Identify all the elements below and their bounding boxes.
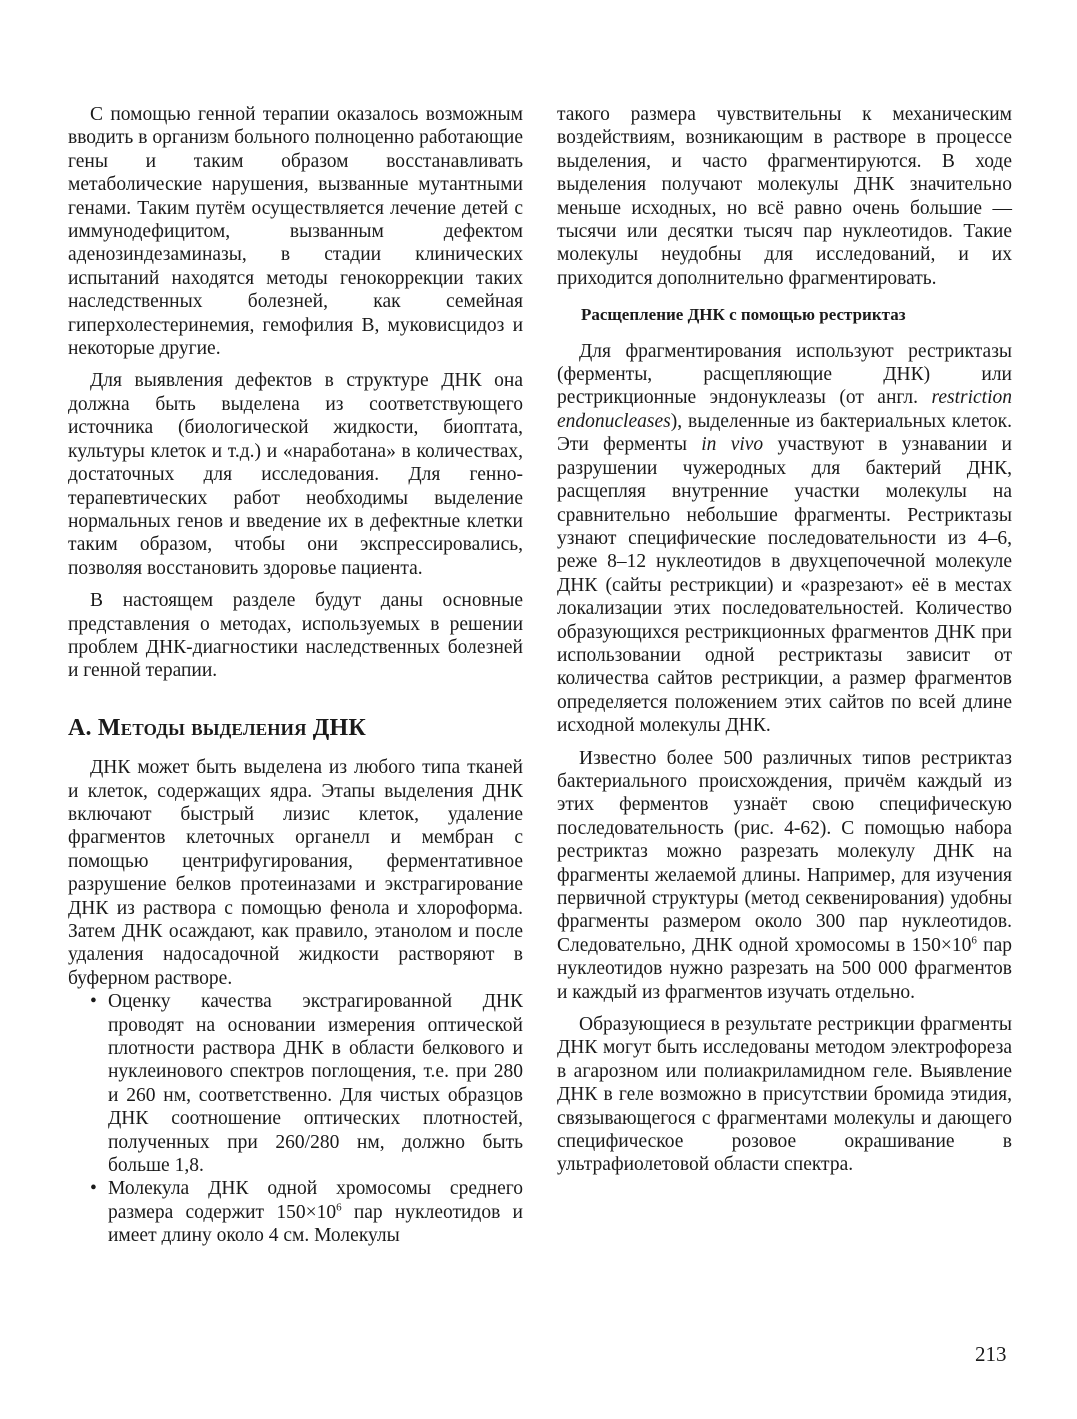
right-column [557, 103, 1012, 1177]
text-part: ), выделенные из бактериальных клеток. Эти ферменты [557, 410, 1012, 456]
superscript: 6 [971, 934, 977, 947]
superscript: 6 [336, 1201, 342, 1214]
paragraph-restriction-enzymes [557, 340, 1012, 738]
bullet-item-quality: • Оценку качества экстрагированной ДНК проводят на основании измерения оптической плотности раствора ДНК в области белкового и нуклеинового спектров поглощения, т.е. при 280 и 260 нм, соответственно. Для чистых образцов ДНК соотношение оптических плотностей, полученных при 260/280 нм, должно быть больше 1,8. [68, 990, 523, 1177]
text-part: Известно более 500 различных типов рестриктаз бактериального происхождения, причём каждый из этих ферментов узнаёт свою специфическую последовательность (рис. 4-62). С помощью набора рестриктаз можно разрезать молекулу ДНК на фрагменты желаемой длины. Например, для изучения первичной структуры (метод секвенирования) удобны фрагменты размером около 300 пар нуклеотидов. Следовательно, ДНК одной хромосомы в 150×10 [557, 747, 1012, 956]
paragraph-section-intro: В настоящем разделе будут даны основные представления о методах, используемых в решении проблем ДНК-диагностики наследственных болезней и генной терапии. [68, 590, 523, 682]
italic-term: in vivo [701, 434, 764, 456]
paragraph-continuation: такого размера чувствительны к механическим воздействиям, возникающим в растворе в процессе выделения, и часто фрагментируются. В ходе выделения получают молекулы ДНК значительно меньше исходных, но всё равно очень большие — тысячи или десятки тысяч пар нуклеотидов. Такие молекулы неудобны для исследований, и их приходится дополнительно фрагментировать. [557, 104, 1012, 289]
text-part: пар нуклеотидов нужно разрезать на 500 000 фрагментов и каждый из фрагментов изучать отдельно. [557, 934, 1012, 1003]
paragraph-restriction-types [557, 747, 1012, 1004]
bullet-list [68, 990, 523, 1247]
italic-term: restriction endonucleases [557, 387, 1012, 432]
bullet-text-part: пар нуклеотидов и имеет длину около 4 см. Молекулы [108, 1201, 523, 1247]
text-part: участвуют в узнавании и разрушении чужеродных для бактерий ДНК, расщепляя внутренние участки молекулы на сравнительно небольшие фрагменты. Рестриктазы узнают специфические последовательности из 4–6, реже 8–12 нуклеотидов в двухцепочечной молекуле ДНК (сайты рестрикции) и «разрезают» её в местах локализации этих последовательностей. Количество образующихся рестрикционных фрагментов ДНК при использовании одной рестриктазы зависит от количества сайтов рестрикции, а размер фрагментов определяется положением этих сайтов по всей длине исходной молекулы ДНК. [557, 434, 1012, 737]
bullet-item-chromosome [68, 1177, 523, 1247]
text-part: Для фрагментирования используют рестриктазы (ферменты, расщепляющие ДНК) или рестрикционные эндонуклеазы (от англ. [557, 340, 1012, 409]
bullet-text-part: Молекула ДНК одной хромосомы среднего размера содержит 150×10 [108, 1178, 523, 1223]
subsection-heading: Расщепление ДНК с помощью рестриктаз [581, 305, 906, 325]
page-number: 213 [975, 1342, 1007, 1366]
paragraph-dna-isolation: ДНК может быть выделена из любого типа тканей и клеток, содержащих ядра. Этапы выделения ДНК включают быстрый лизис клеток, удаление фрагментов клеточных органелл и мембран с помощью центрифугирования, ферментативное разрушение белков протеиназами и экстрагирование ДНК из раствора с помощью фенола и хлороформа. Затем ДНК осаждают, как правило, этанолом и после удаления надосадочной жидкости растворяют в буферном растворе. [68, 757, 523, 989]
paragraph-gene-therapy: С помощью генной терапии оказалось возможным вводить в организм больного полноценно работающие гены и таким образом восстанавливать метаболические нарушения, вызванные мутантными генами. Таким путём осуществляется лечение детей с иммунодефицитом, вызванным дефектом аденозиндезаминазы, в стадии клинических испытаний находятся методы генокоррекции таких наследственных болезней, как семейная гиперхолестеринемия, гемофилия В, муковисцидоз и некоторые другие. [68, 104, 523, 360]
left-column [68, 103, 523, 1248]
paragraph-dna-defects: Для выявления дефектов в структуре ДНК она должна быть выделена из соответствующего источника (биологической жидкости, биоптата, культуры клеток и т.д.) и «наработана» в количествах, достаточных для исследования. Для генно-терапевтических работ необходимы выделение нормальных генов и введение их в дефектные клетки таким образом, чтобы они экспрессировались, позволяя восстановить здоровье пациента. [68, 370, 523, 579]
paragraph-electrophoresis: Образующиеся в результате рестрикции фрагменты ДНК могут быть исследованы методом электрофореза в агарозном или полиакриламидном геле. Выявление ДНК в геле возможно в присутствии бромида этидия, связывающегося с фрагментами молекулы и дающего специфическое розовое окрашивание в ультрафиолетовой области спектра. [557, 1014, 1012, 1176]
section-heading: А. Методы выделения ДНК [68, 714, 366, 741]
